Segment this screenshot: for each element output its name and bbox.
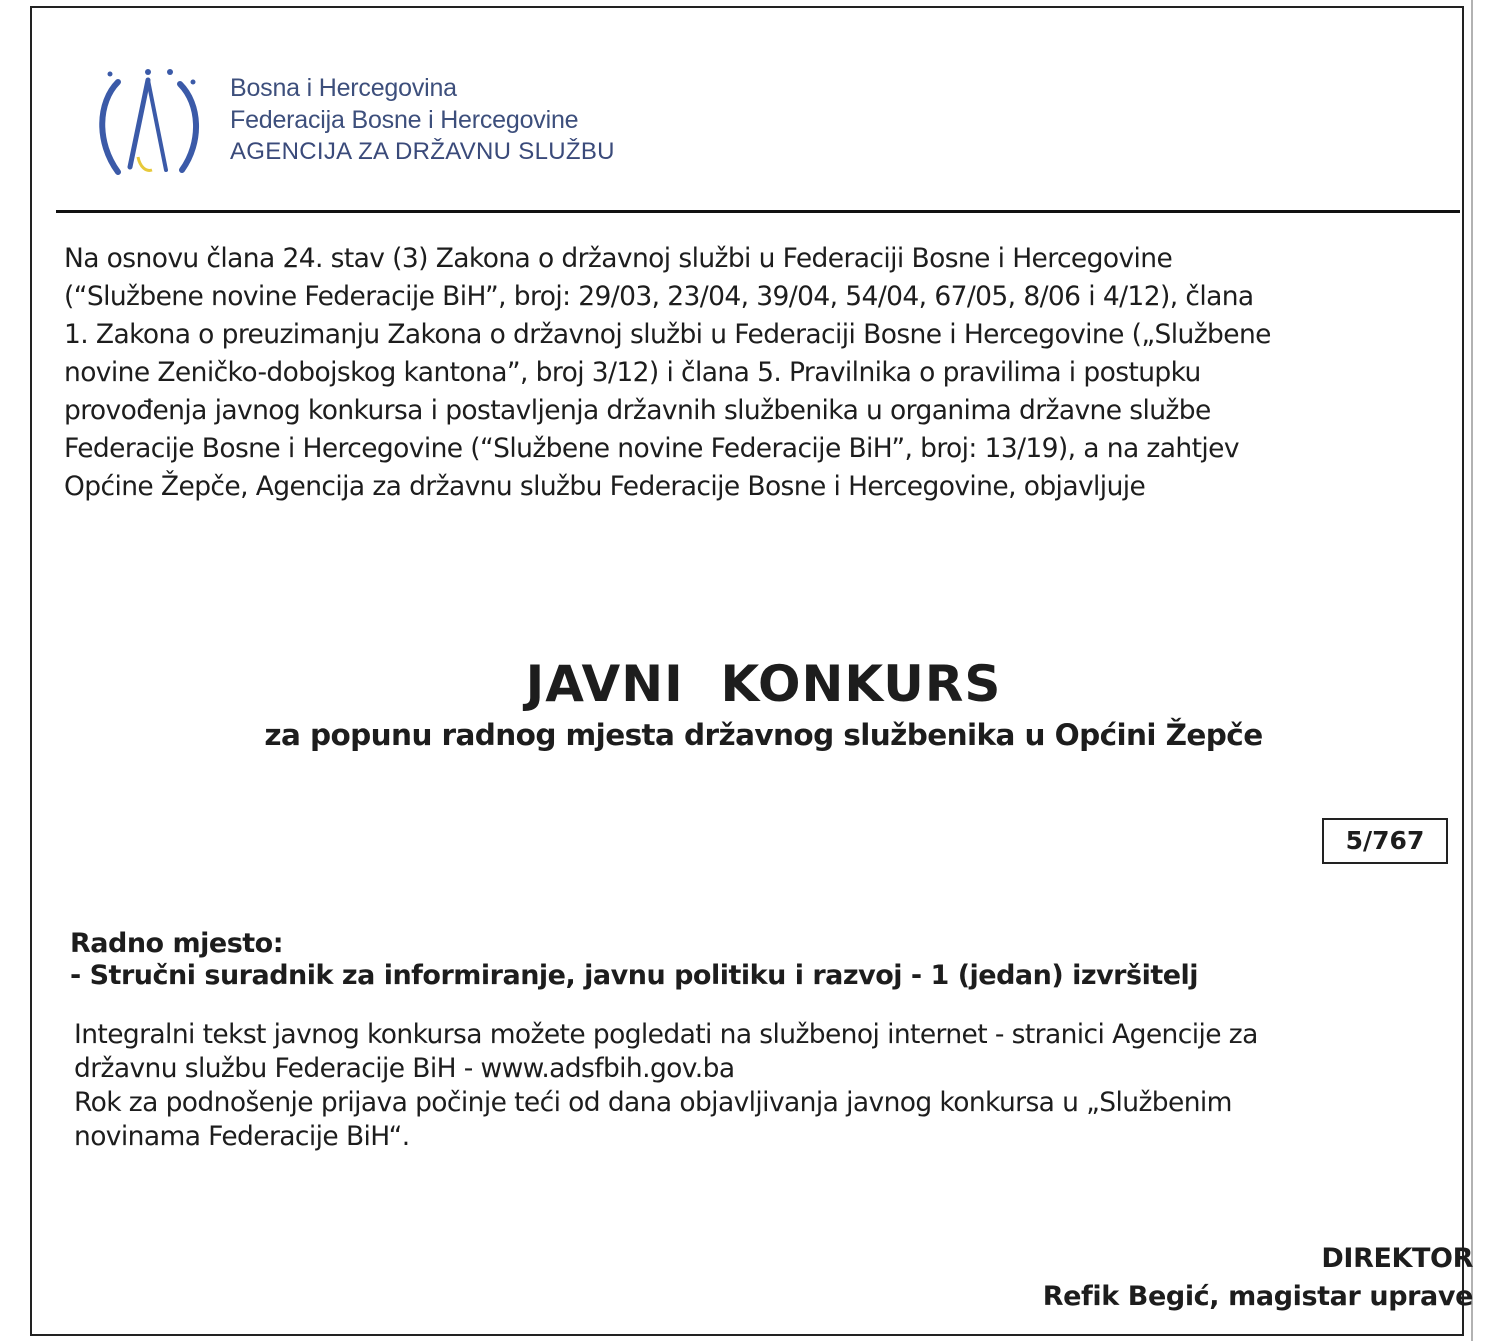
agency-emblem-icon: [88, 62, 208, 192]
signature-role: DIREKTOR: [1321, 1243, 1473, 1274]
info-line: Rok za podnošenje prijava počinje teći od dana objavljivanja javnog konkursa u „Službenim: [74, 1087, 1232, 1118]
position-item: - Stručni suradnik za informiranje, javnu politiku i razvoj - 1 (jedan) izvršitelj: [70, 960, 1199, 991]
signature-name: Refik Begić, magistar uprave: [1042, 1281, 1473, 1312]
header-divider: [56, 210, 1460, 213]
info-line: Integralni tekst javnog konkursa možete pogledati na službenoj internet - stranici Agencije za: [74, 1019, 1258, 1050]
org-line-country: Bosna i Hercegovina: [230, 74, 457, 102]
signature-block: [1043, 1240, 1473, 1316]
notice-title: JAVNI KONKURS: [525, 655, 1002, 713]
organization-name: [230, 72, 615, 168]
info-line: novinama Federacije BiH“.: [74, 1121, 410, 1152]
intro-line: 1. Zakona o preuzimanju Zakona o državnoj službi u Federaciji Bosne i Hercegovine („Službene: [64, 319, 1271, 350]
reference-number: 5/767: [1322, 818, 1448, 864]
position-section: [70, 928, 1198, 992]
info-paragraph: [74, 1018, 1258, 1154]
position-heading: Radno mjesto:: [70, 928, 284, 959]
legal-basis-paragraph: [64, 240, 1454, 506]
notice-subtitle: za popunu radnog mjesta državnog službenika u Općini Žepče: [264, 718, 1263, 752]
intro-line: provođenja javnog konkursa i postavljenja državnih službenika u organima državne službe: [64, 395, 1211, 426]
intro-line: Općine Žepče, Agencija za državnu službu Federacije Bosne i Hercegovine, objavljuje: [64, 471, 1146, 502]
intro-line: Na osnovu člana 24. stav (3) Zakona o državnoj službi u Federaciji Bosne i Hercegovine: [64, 243, 1173, 274]
info-line: državnu službu Federacije BiH - www.adsfbih.gov.ba: [74, 1053, 735, 1084]
intro-line: Federacije Bosne i Hercegovine (“Službene novine Federacije BiH”, broj: 13/19), a na zahtjev: [64, 433, 1239, 464]
org-line-agency: AGENCIJA ZA DRŽAVNU SLUŽBU: [230, 138, 615, 165]
intro-line: (“Službene novine Federacije BiH”, broj: 29/03, 23/04, 39/04, 54/04, 67/05, 8/06 i 4/12), člana: [64, 281, 1254, 312]
intro-line: novine Zeničko-dobojskog kantona”, broj 3/12) i člana 5. Pravilnika o pravilima i postupku: [64, 357, 1201, 388]
org-line-federation: Federacija Bosne i Hercegovine: [230, 106, 579, 134]
